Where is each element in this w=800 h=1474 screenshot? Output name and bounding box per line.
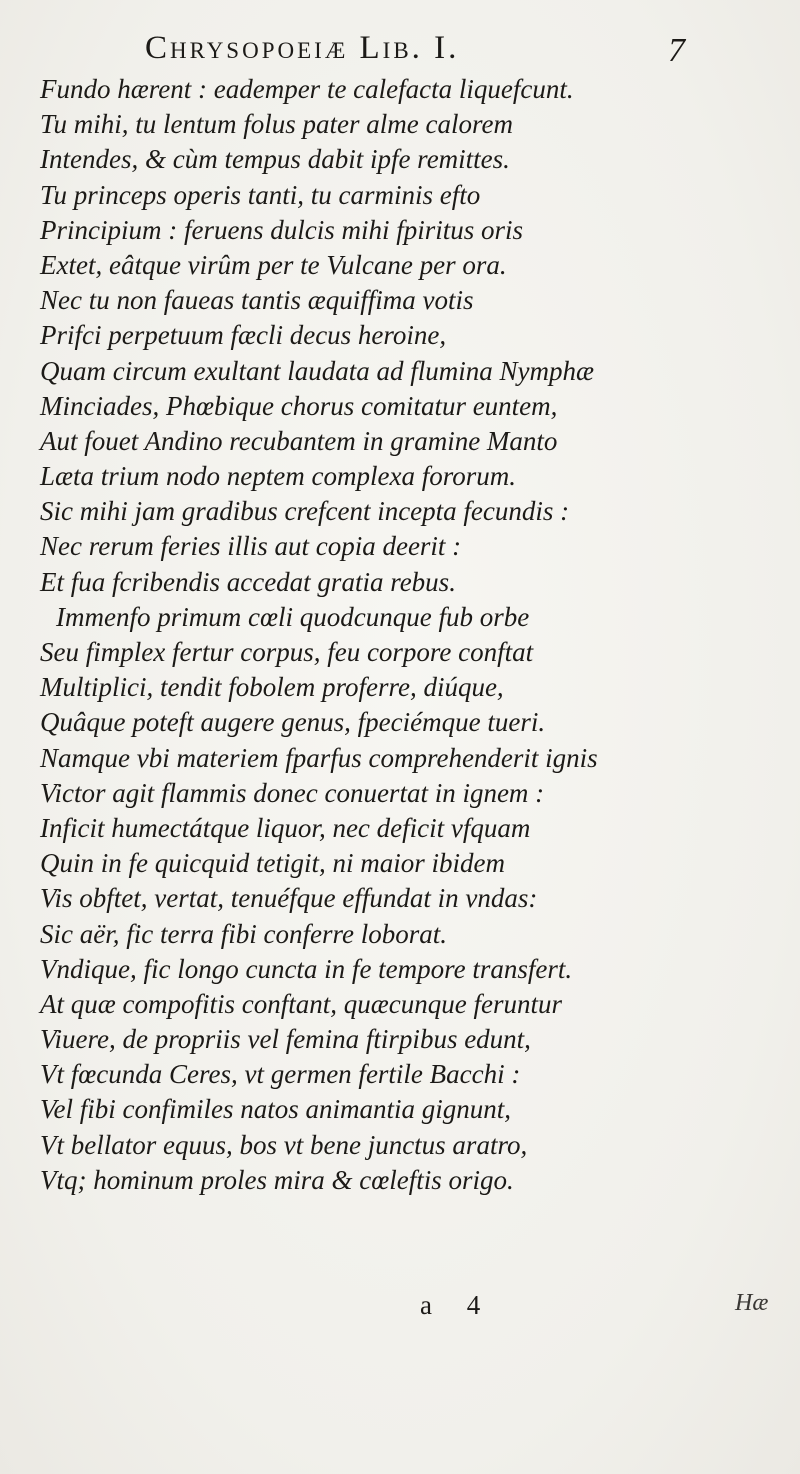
catchword: Hæ bbox=[735, 1290, 769, 1316]
verse-line: Sic mihi jam gradibus crefcent incepta fecundis : bbox=[40, 496, 570, 527]
verse-line: Quin in fe quicquid tetigit, ni maior ibidem bbox=[40, 848, 505, 879]
verse-line: Quam circum exultant laudata ad flumina Nymphæ bbox=[40, 355, 594, 386]
verse-line: At quæ compofitis conftant, quæcunque feruntur bbox=[40, 988, 562, 1019]
verse-line: Vt fœcunda Ceres, vt germen fertile Bacchi : bbox=[40, 1059, 521, 1090]
verse-line: Aut fouet Andino recubantem in gramine Manto bbox=[40, 425, 558, 456]
verse-line: Nec rerum feries illis aut copia deerit : bbox=[40, 531, 462, 562]
verse-line: Immenfo primum cœli quodcunque fub orbe bbox=[56, 601, 530, 632]
verse-line: Tu mihi, tu lentum folus pater alme calorem bbox=[40, 109, 513, 140]
verse-line: Namque vbi materiem fparfus comprehenderit ignis bbox=[40, 742, 598, 773]
verse-line: Victor agit flammis donec conuertat in ignem : bbox=[40, 777, 545, 808]
verse-line: Extet, eâtque virûm per te Vulcane per ora. bbox=[40, 249, 507, 280]
running-title: Chrysopoeiæ Lib. I. bbox=[145, 30, 460, 66]
page-header bbox=[0, 30, 800, 70]
verse-line: Viuere, de propriis vel femina ftirpibus edunt, bbox=[40, 1024, 531, 1055]
verse-line: Vt bellator equus, bos vt bene junctus aratro, bbox=[40, 1129, 528, 1160]
verse-line: Fundo hærent : eademper te calefacta liquefcunt. bbox=[40, 74, 574, 104]
verse-line: Tu princeps operis tanti, tu carminis efto bbox=[40, 179, 481, 210]
verse-line: Sic aër, fic terra fibi conferre loborat. bbox=[40, 918, 447, 949]
verse-line: Et fua fcribendis accedat gratia rebus. bbox=[40, 566, 456, 597]
verse-line: Quâque poteft augere genus, fpeciémque tueri. bbox=[40, 707, 546, 738]
signature-mark: a 4 bbox=[420, 1290, 495, 1320]
verse-line: Vndique, fic longo cuncta in fe tempore transfert. bbox=[40, 953, 573, 984]
verse-line: Vel fibi confimiles natos animantia gignunt, bbox=[40, 1094, 511, 1125]
verse-line: Inficit humectátque liquor, nec deficit vfquam bbox=[40, 812, 531, 843]
verse-list bbox=[0, 72, 800, 1198]
verse-line: Vtq; hominum proles mira & cœleftis origo. bbox=[40, 1164, 514, 1195]
verse-line: Prifci perpetuum fæcli decus heroine, bbox=[40, 320, 447, 351]
verse-line: Intendes, & cùm tempus dabit ipfe remittes. bbox=[40, 144, 510, 175]
page-footer bbox=[0, 1290, 800, 1330]
verse-line: Principium : feruens dulcis mihi fpiritus oris bbox=[40, 214, 523, 245]
verse-line: Vis obftet, vertat, tenuéfque effundat in vndas: bbox=[40, 883, 538, 914]
verse-line: Minciades, Phœbique chorus comitatur euntem, bbox=[40, 390, 558, 421]
verse-line: Multiplici, tendit fobolem proferre, diúque, bbox=[40, 672, 504, 703]
verse-line: Seu fimplex fertur corpus, feu corpore conftat bbox=[40, 637, 534, 667]
verse-line: Nec tu non faueas tantis æquiffima votis bbox=[40, 285, 474, 316]
page-number: 7 bbox=[668, 32, 685, 69]
verse-line: Læta trium nodo neptem complexa fororum. bbox=[40, 461, 516, 492]
